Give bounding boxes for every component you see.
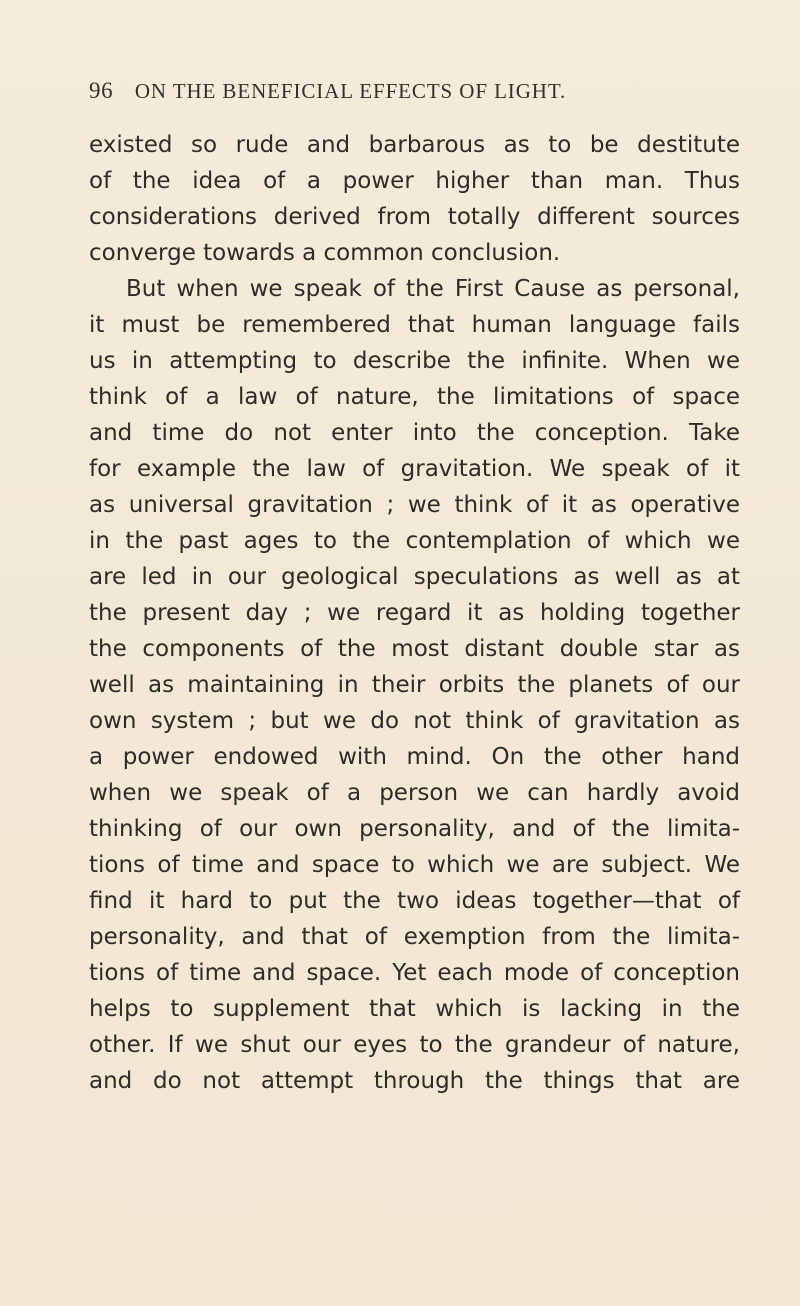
text-line: it must be remembered that human language fails: [89, 312, 740, 338]
text-line: helps to supplement that which is lacking in the: [89, 996, 740, 1022]
text-line: tions of time and space. Yet each mode of conception: [89, 960, 740, 986]
text-line: the components of the most distant double star as: [89, 636, 740, 662]
text-line: us in attempting to describe the infinite. When we: [89, 348, 740, 374]
text-line: personality, and that of exemption from the limita-: [89, 924, 740, 950]
text-line: other. If we shut our eyes to the grandeur of nature,: [89, 1032, 740, 1058]
text-line: existed so rude and barbarous as to be destitute: [89, 132, 740, 158]
body-text: [89, 127, 740, 1099]
text-line: a power endowed with mind. On the other hand: [89, 744, 740, 770]
text-line: and do not attempt through the things that are: [89, 1068, 740, 1094]
paragraph-end-line: converge towards a common conclusion.: [89, 240, 561, 266]
text-line: as universal gravitation ; we think of it as operative: [89, 492, 740, 518]
text-line: and time do not enter into the conception. Take: [89, 420, 740, 446]
text-line: thinking of our own personality, and of the limita-: [89, 816, 740, 842]
running-head-title: ON THE BENEFICIAL EFFECTS OF LIGHT.: [134, 79, 567, 103]
text-line: are led in our geological speculations as well as at: [89, 564, 740, 590]
page-number: 96: [89, 78, 114, 103]
text-line: the present day ; we regard it as holding together: [89, 600, 740, 626]
text-line: own system ; but we do not think of gravitation as: [89, 708, 740, 734]
text-line: find it hard to put the two ideas together—that of: [89, 888, 740, 914]
running-head: [89, 78, 729, 110]
text-line: when we speak of a person we can hardly avoid: [89, 780, 740, 806]
text-line: for example the law of gravitation. We speak of it: [89, 456, 740, 482]
text-line: of the idea of a power higher than man. Thus: [89, 168, 740, 194]
text-line: tions of time and space to which we are subject. We: [89, 852, 740, 878]
text-line: think of a law of nature, the limitations of space: [89, 384, 740, 410]
paragraph-start-line: But when we speak of the First Cause as personal,: [126, 276, 740, 302]
text-line: considerations derived from totally different sources: [89, 204, 740, 230]
text-line: well as maintaining in their orbits the planets of our: [89, 672, 740, 698]
text-line: in the past ages to the contemplation of which we: [89, 528, 740, 554]
